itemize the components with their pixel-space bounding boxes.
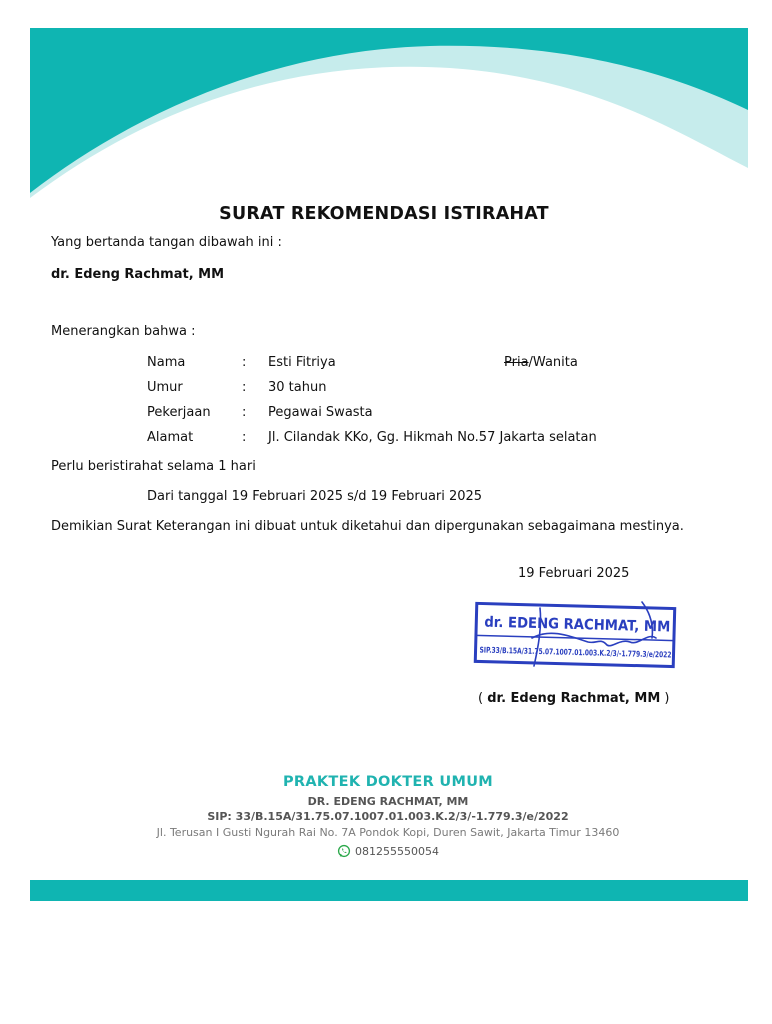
stamp-sip: SIP.33/B.15A/31.75.07.1007.01.003.K.2/3/-1.779.3/e/2022 bbox=[479, 645, 738, 662]
field-value-nama: Esti Fitriya bbox=[268, 355, 336, 370]
gender-selected: /Wanita bbox=[528, 355, 578, 370]
footer-practice-title: PRAKTEK DOKTER UMUM bbox=[282, 774, 494, 790]
field-value-pekerjaan: Pegawai Swasta bbox=[268, 405, 373, 420]
document-title: SURAT REKOMENDASI ISTIRAHAT bbox=[219, 204, 549, 224]
signature-open-paren: ( bbox=[478, 691, 488, 706]
closing-text: Demikian Surat Keterangan ini dibuat untuk diketahui dan dipergunakan sebagaimana mestinya. bbox=[51, 519, 684, 534]
signature-close-paren: ) bbox=[660, 691, 670, 706]
field-colon: : bbox=[242, 405, 247, 420]
rest-period-text: Perlu beristirahat selama 1 hari bbox=[51, 459, 256, 474]
declares-text: Menerangkan bahwa : bbox=[51, 324, 196, 339]
footer-bar bbox=[30, 880, 748, 901]
gender-field bbox=[504, 355, 578, 370]
footer-address: Jl. Terusan I Gusti Ngurah Rai No. 7A Pondok Kopi, Duren Sawit, Jakarta Timur 13460 bbox=[156, 826, 620, 839]
field-label-umur: Umur bbox=[147, 380, 183, 395]
footer-doctor-name: DR. EDENG RACHMAT, MM bbox=[307, 795, 469, 808]
field-value-umur: 30 tahun bbox=[268, 380, 327, 395]
doctor-name: dr. Edeng Rachmat, MM bbox=[51, 267, 225, 282]
field-colon: : bbox=[242, 380, 247, 395]
whatsapp-icon bbox=[337, 844, 351, 858]
stamp-name: dr. EDENG RACHMAT, MM bbox=[484, 614, 689, 636]
field-colon: : bbox=[242, 430, 247, 445]
date-range-text: Dari tanggal 19 Februari 2025 s/d 19 Februari 2025 bbox=[147, 489, 483, 504]
doctor-stamp bbox=[470, 598, 738, 672]
field-value-alamat: Jl. Cilandak KKo, Gg. Hikmah No.57 Jakarta selatan bbox=[268, 430, 597, 445]
footer-phone-number: 081255550054 bbox=[355, 845, 439, 858]
field-label-nama: Nama bbox=[147, 355, 186, 370]
gender-struck: Pria bbox=[504, 355, 529, 370]
footer-sip: SIP: 33/B.15A/31.75.07.1007.01.003.K.2/3/-1.779.3/e/2022 bbox=[207, 810, 569, 823]
footer-phone bbox=[4, 844, 772, 858]
header-wave-banner bbox=[30, 28, 748, 198]
field-colon: : bbox=[242, 355, 247, 370]
intro-text: Yang bertanda tangan dibawah ini : bbox=[51, 235, 282, 250]
signature-line bbox=[478, 691, 669, 706]
signature-date: 19 Februari 2025 bbox=[518, 566, 630, 581]
field-label-alamat: Alamat bbox=[147, 430, 194, 445]
signature-name: dr. Edeng Rachmat, MM bbox=[487, 691, 661, 706]
field-label-pekerjaan: Pekerjaan bbox=[147, 405, 211, 420]
